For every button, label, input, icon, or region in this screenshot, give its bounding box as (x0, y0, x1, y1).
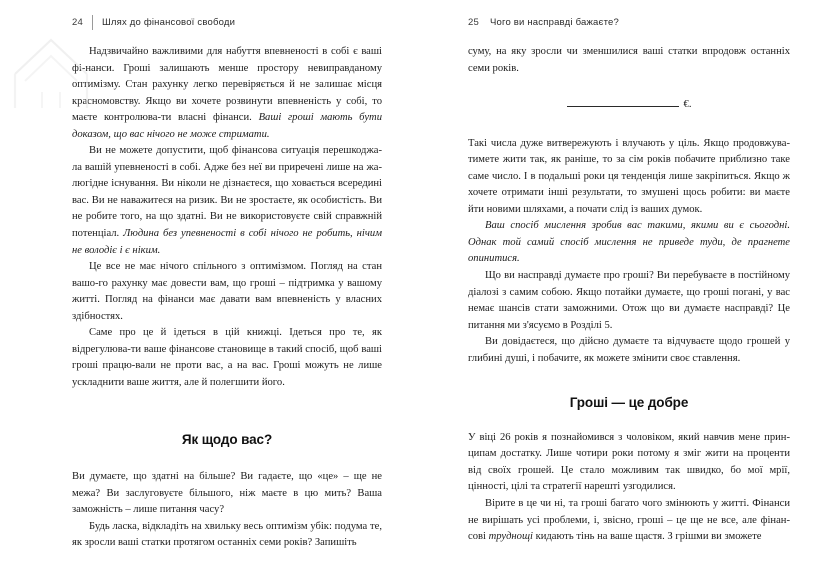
text-run-italic: Людина без упевненості в собі нічого не робить, нічим не володіє і є ніким. (72, 228, 382, 256)
paragraph (468, 268, 790, 334)
section-heading-right: Гроші — це добре (569, 395, 689, 411)
left-page-body (72, 44, 382, 552)
paragraph (72, 519, 382, 552)
text-run: кидають тінь на ваше щастя. З грішми ви зможете (532, 531, 762, 543)
paragraph (468, 44, 790, 77)
paragraph (72, 44, 382, 143)
paragraph (468, 496, 790, 546)
text-run: Саме про це й ідеться в цій книжці. Ідеться про те, як відрегулюва-ти ваше фінансове становище в такий спосіб, щоб ваші гроші працю-вали не проти вас, а на вас. Гроші можуть не лише ускладнити ваше життя, але й полегшити його. (72, 327, 382, 388)
text-run: Надзвичайно важливими для набуття впевненості в собі є ваші фі-нанси. Гроші залишають менше простору невиправданому оптимізму. Стан рахунку легко перевіряється й не залишає місця красномовству. Якщо ви хочете розвинути впевненість у собі, то маєте контролюва-ти власні фінанси. (72, 46, 382, 124)
text-run: Що ви насправді думаєте про гроші? Ви перебуваєте в постійному діалозі з самим собою. Якщо потайки думаєте, що гроші погані, у вас немає шансів стати заможними. Отож що ви думаєте насправді? Це питання ми з'ясуємо в Розділі 5. (468, 270, 790, 331)
section-heading-left: Як щодо вас? (181, 432, 273, 448)
paragraph (468, 218, 790, 268)
text-run: Це все не має нічого спільного з оптимізмом. Погляд на стан вашо-го рахунку має довести вам, що гроші – підтримка у вашому житті. Погляд на фінанси має давати вам впевненість у власних здібностях. (72, 261, 382, 322)
text-run: суму, на яку зросли чи зменшилися ваші статки впродовж останніх семи років. (468, 46, 790, 74)
paragraph (468, 334, 790, 367)
running-head-title-left: Шлях до фінансової свободи (101, 16, 236, 28)
paragraph (72, 325, 382, 391)
running-head-divider (92, 15, 93, 30)
text-run: Такі числа дуже витвережують і влучають у ціль. Якщо продовжува-тимете жити так, як раніше, то за сім років побачите приблизно таке саме число. І в подальші роки ця тенденція лише закріпиться. Якщо ж хочете отримати інші результати, то змушені щось робити: ви маєте йти новими шляхами, а почати слід із ваших думок. (468, 137, 790, 215)
text-run-italic: Ваш спосіб мислення зробив вас такими, якими ви є сьогодні. Однак той самий спосіб мислення не приведе туди, де прагнете опинитися. (468, 220, 790, 265)
text-run: Ви довідаєтеся, що дійсно думаєте та відчуваєте щодо грошей у глибині душі, і побачите, як можете змінити своє ставлення. (468, 336, 790, 364)
paragraph (468, 430, 790, 496)
running-head-right (468, 0, 790, 44)
running-head-left (72, 0, 382, 44)
text-run: Вірите в це чи ні, та гроші багато чого змінюють у житті. Фінанси не вирішать усі проблеми, і, звісно, гроші – це ще не все, але фінан-сові (468, 498, 790, 543)
currency-symbol: €. (683, 99, 692, 111)
paragraph (72, 469, 382, 519)
fill-in-blank-input[interactable] (567, 97, 679, 107)
text-run: Ви думаєте, що здатні на більше? Ви гадаєте, що «це» – ще не межа? Ви заслуговуєте більшого, ніж маєте в цю мить? Ваша заможність – лише питання часу? (72, 471, 382, 516)
text-run-italic: Ваші гроші мають бути доказом, що вас нічого не може стримати. (72, 112, 382, 140)
text-run: Будь ласка, відкладіть на хвильку весь оптимізм убік: подума те, як зросли ваші статки протягом останніх семи років? Запишіть (72, 520, 382, 549)
right-page-body (468, 44, 790, 546)
text-run-italic: труднощі (488, 531, 533, 543)
folio-number-left: 24 (72, 16, 83, 28)
paragraph (72, 259, 382, 325)
page-right (420, 0, 840, 580)
folio-number-right: 25 (468, 16, 479, 28)
text-run: Ви не можете допустити, щоб фінансова ситуація перешкоджа-ла вашій упевненості в собі. Адже без неї ви приречені лише на жа-люгідне існування. Ви ніколи не дізнаєтеся, що ховається всередині вас. Ви не наважитеся на ризик. Ви не зростаєте, як особистість. Ви не робите того, на що здатні. Ви не використовуєте свій справжній потенціал. (72, 145, 382, 240)
running-head-title-right: Чого ви насправді бажаєте? (489, 16, 619, 28)
text-run: У віці 26 років я познайомився з чоловіком, який навчив мене прин-ципам достатку. Лише чотири роки потому я зміг жити на проценти від своїх грошей. Це стало можливим так швидко, бо мої мрії, цінності, цілі та стратегії нарешті узгодилися. (468, 431, 790, 493)
paragraph (72, 143, 382, 259)
paragraph (468, 136, 790, 219)
fill-in-blank-row (468, 97, 790, 114)
